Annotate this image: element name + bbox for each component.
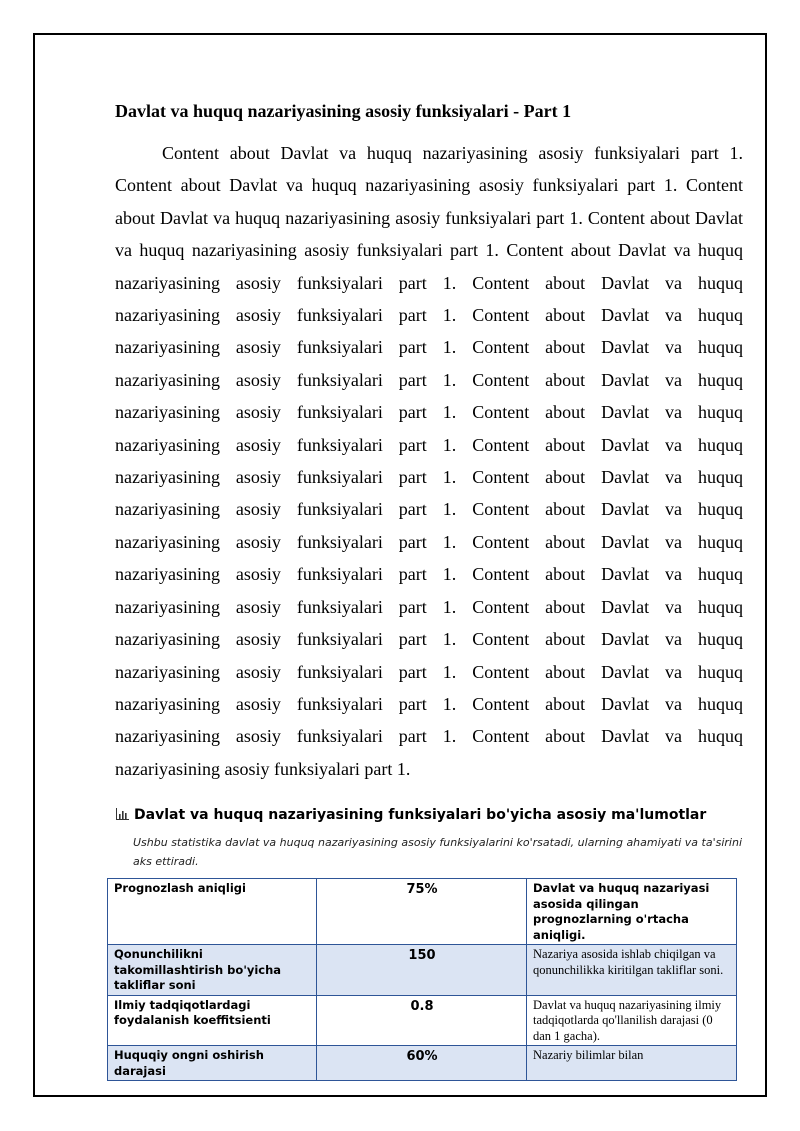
description-cell: Nazariya asosida ishlab chiqilgan va qonunchilikka kiritilgan takliflar soni. (527, 945, 737, 996)
description-cell: Davlat va huquq nazariyasi asosida qilingan prognozlarning o'rtacha aniqligi. (527, 879, 737, 945)
metric-cell: Prognozlash aniqligi (108, 879, 317, 945)
statistics-title-text: Davlat va huquq nazariyasining funksiyalari bo'yicha asosiy ma'lumotlar (134, 807, 707, 823)
statistics-table (107, 878, 737, 1081)
metric-cell: Qonunchilikni takomillashtirish bo'yicha takliflar soni (108, 945, 317, 996)
description-cell: Davlat va huquq nazariyasining ilmiy tadqiqotlarda qo'llanilish darajasi (0 dan 1 gacha). (527, 995, 737, 1046)
metric-cell: Huquqiy ongni oshirish darajasi (108, 1046, 317, 1081)
table-row (108, 945, 737, 996)
statistics-caption: Ushbu statistika davlat va huquq nazariyasining asosiy funksiyalarini ko'rsatadi, ularning ahamiyati va ta'sirini aks ettiradi. (133, 836, 743, 868)
statistics-title (115, 805, 755, 825)
table-row (108, 1046, 737, 1081)
value-cell: 150 (317, 945, 527, 996)
value-cell: 75% (317, 879, 527, 945)
bar-chart-icon (115, 808, 129, 820)
value-cell: 60% (317, 1046, 527, 1081)
table-row (108, 995, 737, 1046)
description-cell: Nazariy bilimlar bilan (527, 1046, 737, 1081)
value-cell: 0.8 (317, 995, 527, 1046)
document-heading: Davlat va huquq nazariyasining asosiy funksiyalari - Part 1 (115, 101, 572, 121)
metric-cell: Ilmiy tadqiqotlardagi foydalanish koeffitsienti (108, 995, 317, 1046)
body-paragraph: Content about Davlat va huquq nazariyasining asosiy funksiyalari part 1. Content about Davlat va huquq nazariyasining asosiy funksiyalari part 1. Content about Davlat va huquq nazariyasining asosiy funksiyalari part 1. Content about Davlat va huquq nazariyasining asosiy funksiyalari part 1. Content about Davlat va huquq nazariyasining asosiy funksiyalari part 1. Content about Davlat va huquq nazariyasining asosiy funksiyalari part 1. Content about Davlat va huquq nazariyasining asosiy funksiyalari part 1. Content about Davlat va huquq nazariyasining asosiy funksiyalari part 1. Content about Davlat va huquq nazariyasining asosiy funksiyalari part 1. Content about Davlat va huquq nazariyasining asosiy funksiyalari part 1. Content about Davlat va huquq nazariyasining asosiy funksiyalari part 1. Content about Davlat va huquq nazariyasining asosiy funksiyalari part 1. Content about Davlat va huquq nazariyasining asosiy funksiyalari part 1. Content about Davlat va huquq nazariyasining asosiy funksiyalari part 1. Content about Davlat va huquq nazariyasining asosiy funksiyalari part 1. Content about Davlat va huquq nazariyasining asosiy funksiyalari part 1. Content about Davlat va huquq nazariyasining asosiy funksiyalari part 1. Content about Davlat va huquq nazariyasining asosiy funksiyalari part 1. Content about Davlat va huquq nazariyasining asosiy funksiyalari part 1. Content about Davlat va huquq nazariyasining asosiy funksiyalari part 1. (115, 143, 743, 779)
table-row (108, 879, 737, 945)
